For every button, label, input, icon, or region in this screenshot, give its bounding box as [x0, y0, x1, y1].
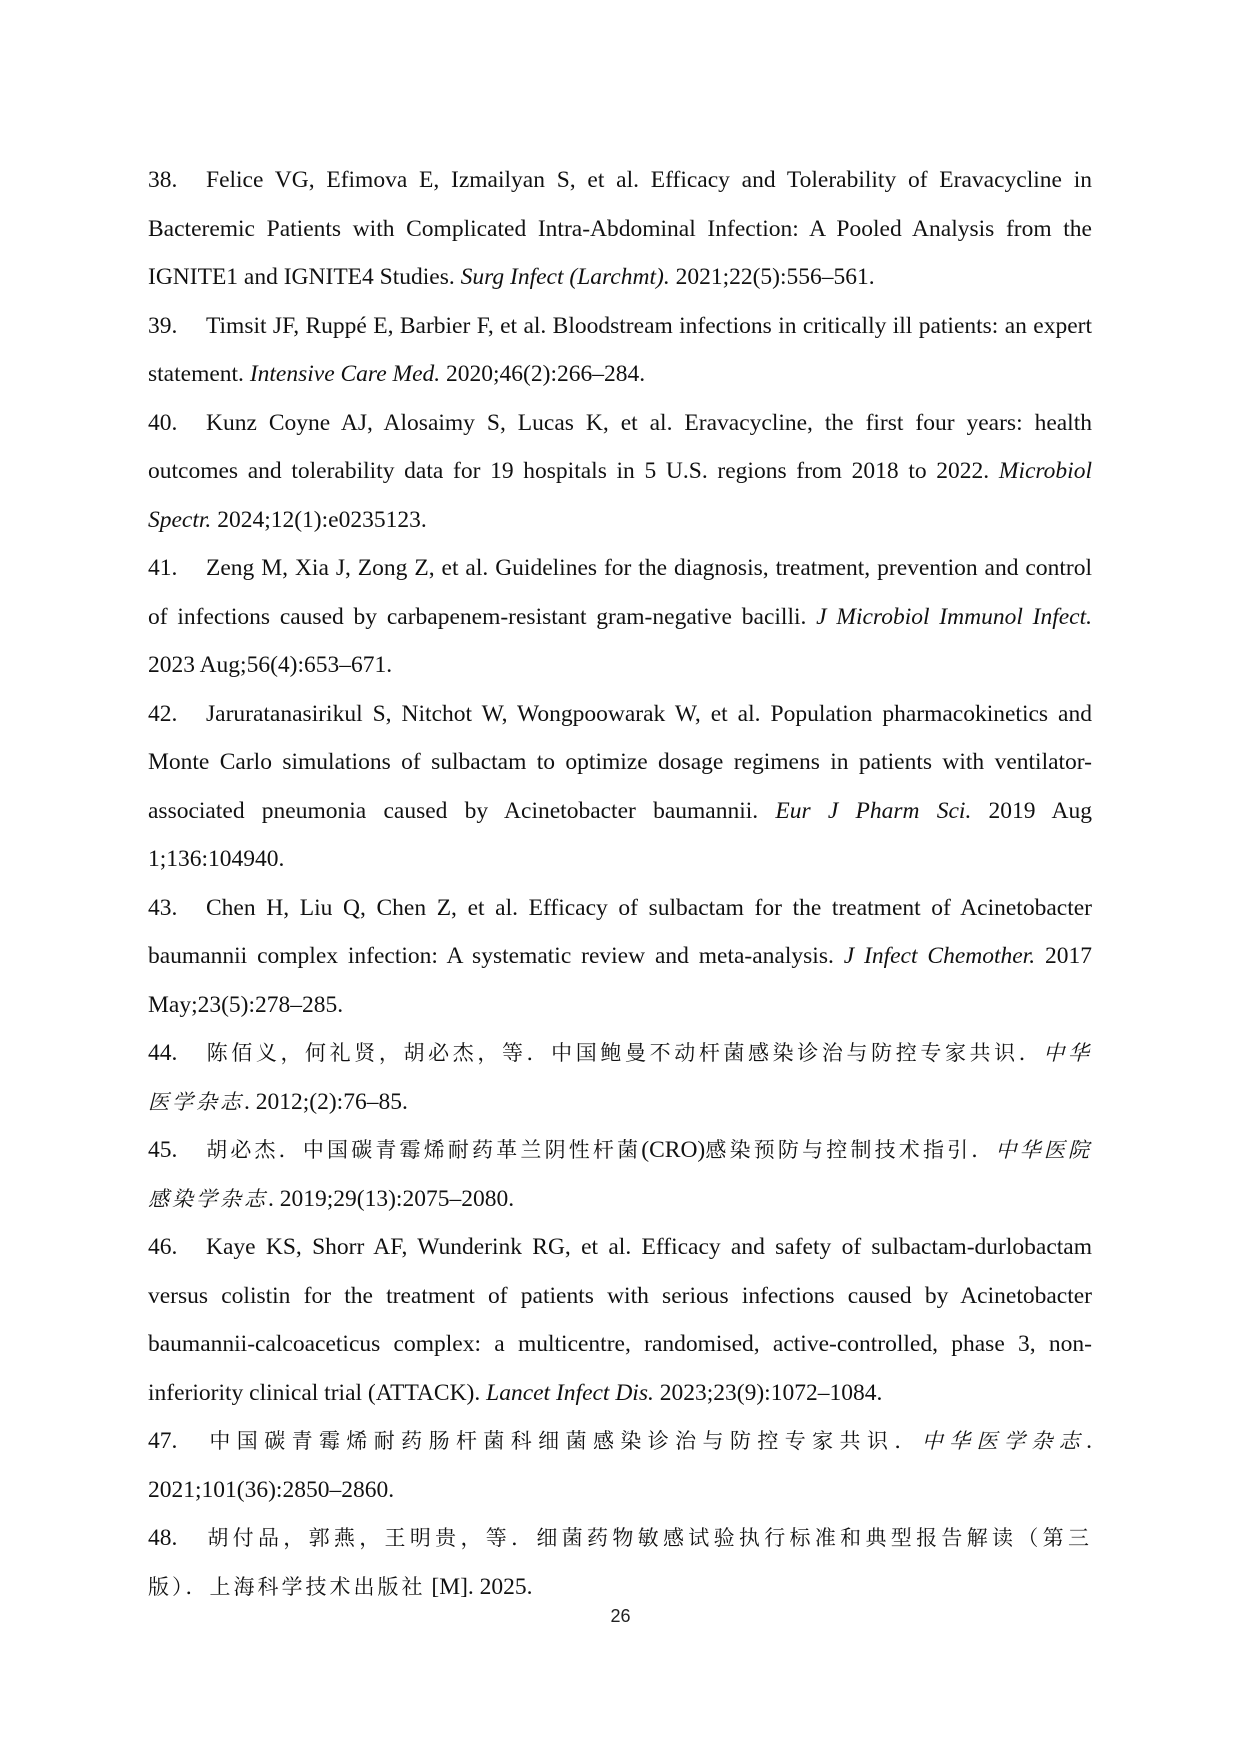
- reference-citation: . 2012;(2):76–85.: [244, 1088, 408, 1115]
- reference-40: [148, 399, 1092, 545]
- reference-citation: 2023;23(9):1072–1084.: [653, 1379, 883, 1406]
- reference-text: Kunz Coyne AJ, Alosaimy S, Lucas K, et al. Eravacycline, the first four years: health outcomes and tolerability data for 19 hospitals in 5 U.S. regions from 2018 to 2022.: [148, 409, 1092, 484]
- reference-journal: J Microbiol Immunol Infect.: [816, 603, 1093, 630]
- reference-46: [148, 1223, 1092, 1417]
- reference-journal: Microbiol Spectr.: [148, 458, 1092, 533]
- reference-citation: 2019 Aug 1;136:104940.: [148, 797, 1092, 872]
- reference-text: 胡付品，郭燕，王明贵，等．细菌药物敏感试验执行标准和典型报告解读（第三版）．上海科学技术出版社: [148, 1526, 1092, 1599]
- page-number: 26: [610, 1606, 631, 1626]
- reference-number: 42.: [148, 700, 178, 727]
- reference-43: [148, 884, 1092, 1030]
- reference-38: [148, 156, 1092, 302]
- reference-text: 胡必杰．中国碳青霉烯耐药革兰阴性杆菌: [206, 1138, 642, 1162]
- reference-journal: J Infect Chemother.: [843, 943, 1036, 969]
- reference-45: [148, 1126, 1092, 1223]
- reference-text: 中国碳青霉烯耐药肠杆菌科细菌感染诊治与防控专家共识．: [206, 1429, 922, 1453]
- reference-42: [148, 690, 1092, 884]
- reference-list: [148, 156, 1092, 1611]
- reference-citation: . 2021;101(36):2850–2860.: [148, 1428, 1093, 1503]
- reference-number: 43.: [148, 894, 178, 921]
- reference-text: 陈佰义，何礼贤，胡必杰，等．中国鲍曼不动杆菌感染诊治与防控专家共识．: [206, 1041, 1044, 1065]
- reference-text: Chen H, Liu Q, Chen Z, et al. Efficacy of sulbactam for the treatment of Acinetobacter baumannii complex infection: A systematic review and meta-analysis.: [148, 894, 1092, 969]
- reference-number: 41.: [148, 555, 178, 581]
- reference-48: [148, 1514, 1092, 1611]
- reference-text: Kaye KS, Shorr AF, Wunderink RG, et al. Efficacy and safety of sulbactam-durlobactam versus colistin for the treatment of patients with serious infections caused by Acinetobacter baumannii-calcoaceticus complex: a multicentre, randomised, active-controlled, phase 3, non-inferiority clinical trial (ATTACK).: [148, 1234, 1092, 1406]
- reference-number: 44.: [148, 1040, 178, 1066]
- reference-journal: Eur J Pharm Sci.: [775, 797, 972, 824]
- reference-journal: Lancet Infect Dis.: [486, 1379, 654, 1406]
- reference-citation: 2023 Aug;56(4):653–671.: [148, 652, 393, 678]
- reference-number: 45.: [148, 1137, 178, 1163]
- reference-text: Felice VG, Efimova E, Izmailyan S, et al. Efficacy and Tolerability of Eravacycline in Bacteremic Patients with Complicated Intra-Abdominal Infection: A Pooled Analysis from the IGNITE1 and IGNITE4 Studies.: [148, 167, 1092, 290]
- reference-number: 48.: [148, 1525, 178, 1551]
- reference-citation: 2017 May;23(5):278–285.: [148, 943, 1092, 1018]
- reference-number: 39.: [148, 312, 178, 339]
- reference-citation: 2024;12(1):e0235123.: [211, 506, 427, 533]
- reference-44: [148, 1029, 1092, 1126]
- reference-citation: . 2019;29(13):2075–2080.: [268, 1185, 515, 1212]
- reference-number: 47.: [148, 1428, 178, 1454]
- reference-journal: 中华医学杂志: [921, 1429, 1087, 1453]
- reference-citation: [M]. 2025.: [425, 1573, 533, 1600]
- reference-journal: Surg Infect (Larchmt).: [460, 264, 670, 290]
- reference-text-continued: 感染预防与控制技术指引．: [705, 1138, 996, 1162]
- reference-journal: Intensive Care Med.: [249, 361, 441, 387]
- reference-journal: 中华医院感染学杂志: [148, 1138, 1092, 1211]
- reference-41: [148, 544, 1092, 690]
- reference-47: [148, 1417, 1092, 1514]
- reference-text: Jaruratanasirikul S, Nitchot W, Wongpoowarak W, et al. Population pharmacokinetics and Monte Carlo simulations of sulbactam to optimize dosage regimens in patients with ventilator-associated pneumonia caused by Acinetobacter baumannii.: [148, 700, 1092, 824]
- reference-abbreviation: (CRO): [641, 1137, 706, 1163]
- reference-number: 46.: [148, 1234, 178, 1260]
- reference-39: [148, 302, 1092, 399]
- reference-number: 38.: [148, 167, 178, 193]
- reference-citation: 2020;46(2):266–284.: [440, 361, 646, 387]
- reference-journal: 中华医学杂志: [148, 1041, 1093, 1114]
- reference-number: 40.: [148, 409, 178, 436]
- reference-text: Zeng M, Xia J, Zong Z, et al. Guidelines for the diagnosis, treatment, prevention and control of infections caused by carbapenem-resistant gram-negative bacilli.: [148, 555, 1092, 630]
- reference-text: Timsit JF, Ruppé E, Barbier F, et al. Bloodstream infections in critically ill patients: an expert statement.: [148, 312, 1092, 387]
- reference-citation: 2021;22(5):556–561.: [669, 264, 875, 290]
